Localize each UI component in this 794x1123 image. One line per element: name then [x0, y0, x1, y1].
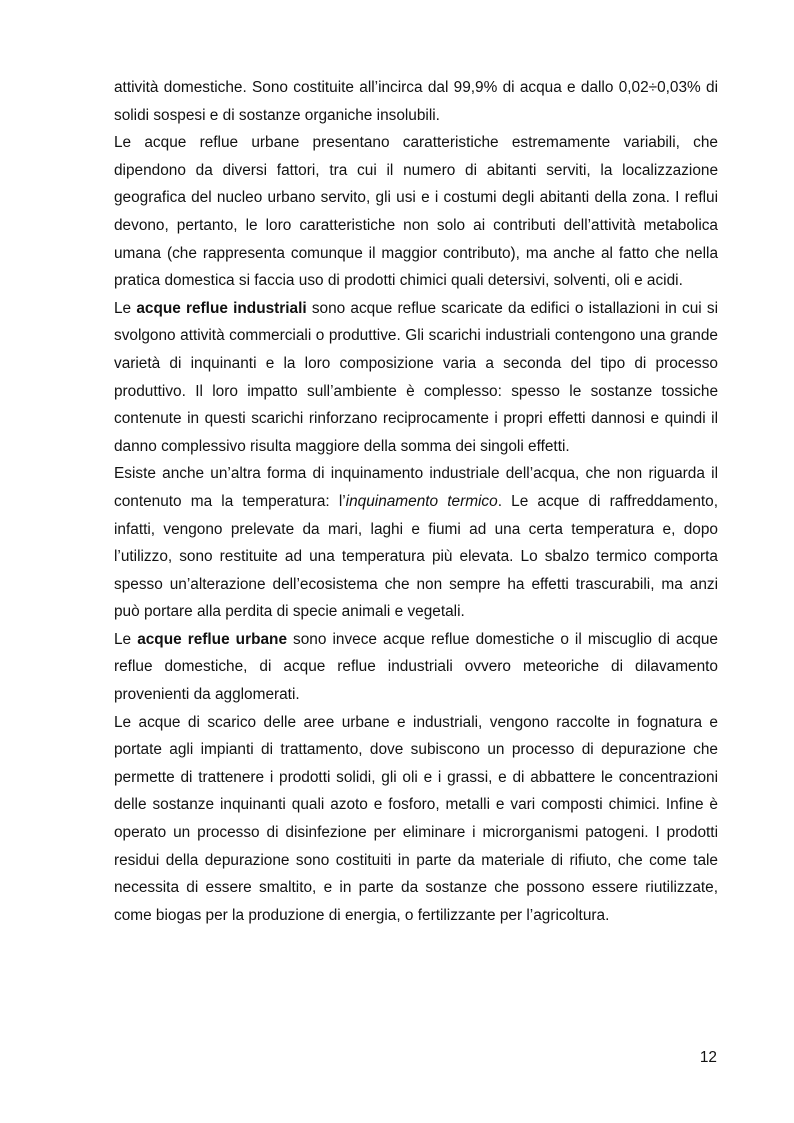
text-run: . Le acque di raffreddamento, infatti, vengono prelevate da mari, laghi e fiumi ad una certa temperatura e, dopo l’utilizzo, sono restituite ad una temperatura più elevata. Lo sbalzo termico comporta spesso un’alterazione dell’ecosistema che non sempre ha effetti trascurabili, ma anzi può portare alla perdita di specie animali e vegetali.: [114, 492, 718, 621]
italic-term: inquinamento termico: [345, 492, 498, 510]
text-run: sono invece acque reflue domestiche o il miscuglio di acque reflue domestiche, di acque reflue industriali ovvero meteoriche di dilavamento provenienti da agglomerati.: [114, 630, 718, 704]
text-run: Esiste anche un’altra forma di inquinamento industriale dell’acqua, che non riguarda il contenuto ma la temperatura: l’: [114, 465, 718, 510]
paragraph: [114, 74, 718, 129]
paragraph: [114, 295, 718, 461]
text-run: attività domestiche. Sono costituite all’incirca dal 99,9% di acqua e dallo 0,02÷0,03% di solidi sospesi e di sostanze organiche insolubili.: [114, 79, 718, 124]
paragraph: [114, 626, 718, 709]
page-number: 12: [699, 1049, 717, 1066]
paragraph: [114, 129, 718, 295]
paragraph: [114, 709, 718, 930]
text-run: Le acque reflue urbane presentano caratteristiche estremamente variabili, che dipendono da diversi fattori, tra cui il numero di abitanti serviti, la localizzazione geografica del nucleo urbano servito, gli usi e i costumi degli abitanti della zona. I reflui devono, pertanto, le loro caratteristiche non solo ai contributi dell’attività metabolica umana (che rappresenta comunque il maggior contributo), ma anche al fatto che nella pratica domestica si faccia uso di prodotti chimici quali detersivi, solventi, oli e acidi.: [114, 134, 718, 290]
text-run: sono acque reflue scaricate da edifici o istallazioni in cui si svolgono attività commerciali o produttive. Gli scarichi industriali contengono una grande varietà di inquinanti e la loro composizione varia a seconda del tipo di processo produttivo. Il loro impatto sull’ambiente è complesso: spesso le sostanze tossiche contenute in questi scarichi rinforzano reciprocamente i propri effetti dannosi e quindi il danno complessivo risulta maggiore della somma dei singoli effetti.: [114, 299, 718, 455]
paragraph: [114, 460, 718, 626]
text-run: Le: [114, 299, 137, 317]
bold-term: acque reflue urbane: [137, 630, 287, 648]
page-body: [114, 74, 718, 929]
text-run: Le: [114, 630, 138, 648]
text-run: Le acque di scarico delle aree urbane e industriali, vengono raccolte in fognatura e portate agli impianti di trattamento, dove subiscono un processo di depurazione che permette di trattenere i prodotti solidi, gli oli e i grassi, e di abbattere le concentrazioni delle sostanze inquinanti quali azoto e fosforo, metalli e vari composti chimici. Infine è operato un processo di disinfezione per eliminare i microrganismi patogeni. I prodotti residui della depurazione sono costituiti in parte da materiale di rifiuto, che come tale necessita di essere smaltito, e in parte da sostanze che possono essere riutilizzate, come biogas per la produzione di energia, o fertilizzante per l’agricoltura.: [114, 713, 718, 924]
bold-term: acque reflue industriali: [136, 299, 307, 317]
